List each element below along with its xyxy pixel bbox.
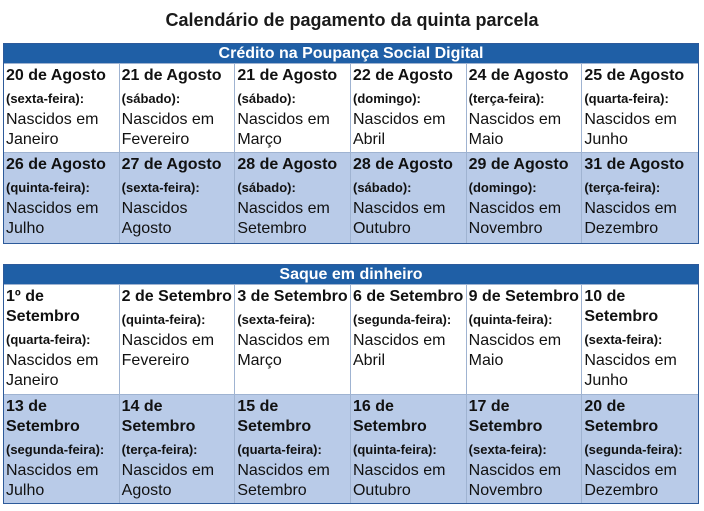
cell-birth-month: Nascidos em Novembro (468, 200, 562, 237)
cell-birth-month: Nascidos em Janeiro (6, 111, 99, 148)
cell-weekday: (sábado): (237, 91, 296, 106)
cell-birth-month: Nascidos em Março (237, 111, 330, 148)
schedule-cell (467, 394, 583, 503)
cell-birth-month: Nascidos em Fevereiro (121, 332, 215, 369)
schedule-cell (582, 152, 698, 243)
cell-weekday: (segunda-feira): (6, 442, 105, 457)
cell-date: 29 de Agosto (468, 156, 569, 173)
cell-weekday: (sexta-feira): (6, 91, 85, 106)
cell-birth-month: Nascidos em Setembro (237, 200, 330, 237)
cell-weekday: (terça-feira): (121, 442, 198, 457)
cell-birth-month: Nascidos em Maio (468, 111, 562, 148)
schedule-cell (467, 63, 583, 152)
cell-weekday: (sexta-feira): (121, 180, 200, 195)
cell-birth-month: Nascidos em Fevereiro (121, 111, 215, 148)
schedule-cell (120, 152, 236, 243)
schedule-cell (351, 63, 467, 152)
cell-date: 31 de Agosto (584, 156, 685, 173)
cell-date: 2 de Setembro (121, 288, 232, 305)
cell-date: 28 de Agosto (237, 156, 338, 173)
schedule-cell (351, 152, 467, 243)
cell-weekday: (sábado): (237, 180, 296, 195)
schedule-cell (4, 63, 120, 152)
schedule-cell (467, 284, 583, 394)
cell-weekday: (sábado): (121, 91, 181, 106)
cell-weekday: (quinta-feira): (121, 312, 206, 327)
cell-birth-month: Nascidos em Dezembro (584, 462, 677, 499)
cell-date: 24 de Agosto (468, 67, 569, 84)
schedule-cell (235, 284, 351, 394)
cell-weekday: (sexta-feira): (584, 332, 663, 347)
cell-birth-month: Nascidos em Julho (6, 462, 99, 499)
cell-date: 17 de Setembro (468, 398, 543, 435)
schedule-cell (120, 394, 236, 503)
schedule-cell (582, 63, 698, 152)
cell-date: 26 de Agosto (6, 156, 106, 173)
schedule-cell (582, 394, 698, 503)
schedule-cell (4, 394, 120, 503)
schedule-cell (120, 284, 236, 394)
cell-weekday: (quinta-feira): (468, 312, 553, 327)
cell-date: 14 de Setembro (121, 398, 196, 435)
cell-date: 21 de Agosto (121, 67, 222, 84)
cell-weekday: (quarta-feira): (6, 332, 91, 347)
cell-weekday: (domingo): (468, 180, 537, 195)
cell-birth-month: Nascidos em Novembro (468, 462, 562, 499)
section-poupanca-social-digital (3, 43, 699, 244)
cell-birth-month: Nascidos em Julho (6, 200, 99, 237)
cell-date: 25 de Agosto (584, 67, 685, 84)
cell-birth-month: Nascidos em Maio (468, 332, 562, 369)
cell-birth-month: Nascidos em Janeiro (6, 352, 99, 389)
cell-weekday: (quarta-feira): (237, 442, 322, 457)
cell-birth-month: Nascidos em Junho (584, 111, 677, 148)
section-header: Crédito na Poupança Social Digital (4, 44, 698, 63)
cell-date: 15 de Setembro (237, 398, 312, 435)
cell-date: 3 de Setembro (237, 288, 348, 305)
schedule-cell (351, 284, 467, 394)
cell-date: 22 de Agosto (352, 67, 453, 84)
schedule-cell (235, 394, 351, 503)
cell-birth-month: Nascidos Agosto (121, 200, 188, 237)
cell-weekday: (sexta-feira): (468, 442, 547, 457)
cell-date: 20 de Agosto (6, 67, 106, 84)
cell-date: 16 de Setembro (352, 398, 427, 435)
schedule-cell (351, 394, 467, 503)
schedule-cell (467, 152, 583, 243)
cell-weekday: (segunda-feira): (584, 442, 683, 457)
cell-weekday: (sexta-feira): (237, 312, 316, 327)
schedule-cell (235, 152, 351, 243)
cell-date: 27 de Agosto (121, 156, 222, 173)
cell-date: 6 de Setembro (352, 288, 464, 305)
cell-date: 28 de Agosto (352, 156, 453, 173)
cell-birth-month: Nascidos em Março (237, 332, 330, 369)
cell-weekday: (terça-feira): (468, 91, 545, 106)
section-header: Saque em dinheiro (4, 265, 698, 284)
cell-birth-month: Nascidos em Agosto (121, 462, 215, 499)
cell-weekday: (segunda-feira): (352, 312, 452, 327)
page-title: Calendário de pagamento da quinta parcela (165, 10, 539, 30)
cell-date: 9 de Setembro (468, 288, 579, 305)
cell-birth-month: Nascidos em Outubro (352, 200, 446, 237)
cell-date: 1º de Setembro (6, 288, 80, 325)
schedule-cell (4, 152, 120, 243)
schedule-cell (235, 63, 351, 152)
cell-birth-month: Nascidos em Junho (584, 352, 677, 389)
cell-date: 10 de Setembro (584, 288, 659, 325)
cell-birth-month: Nascidos em Abril (352, 111, 446, 148)
section-saque-em-dinheiro (3, 264, 699, 504)
cell-date: 20 de Setembro (584, 398, 659, 435)
schedule-cell (120, 63, 236, 152)
cell-weekday: (quarta-feira): (584, 91, 669, 106)
cell-weekday: (sábado): (352, 180, 412, 195)
cell-birth-month: Nascidos em Abril (352, 332, 446, 369)
cell-birth-month: Nascidos em Outubro (352, 462, 446, 499)
schedule-cell (4, 284, 120, 394)
cell-birth-month: Nascidos em Dezembro (584, 200, 677, 237)
cell-date: 21 de Agosto (237, 67, 338, 84)
cell-weekday: (terça-feira): (584, 180, 661, 195)
cell-weekday: (quinta-feira): (352, 442, 437, 457)
schedule-grid (4, 63, 698, 243)
cell-birth-month: Nascidos em Setembro (237, 462, 330, 499)
schedule-grid (4, 284, 698, 503)
schedule-cell (582, 284, 698, 394)
cell-weekday: (quinta-feira): (6, 180, 90, 195)
cell-date: 13 de Setembro (6, 398, 80, 435)
cell-weekday: (domingo): (352, 91, 421, 106)
